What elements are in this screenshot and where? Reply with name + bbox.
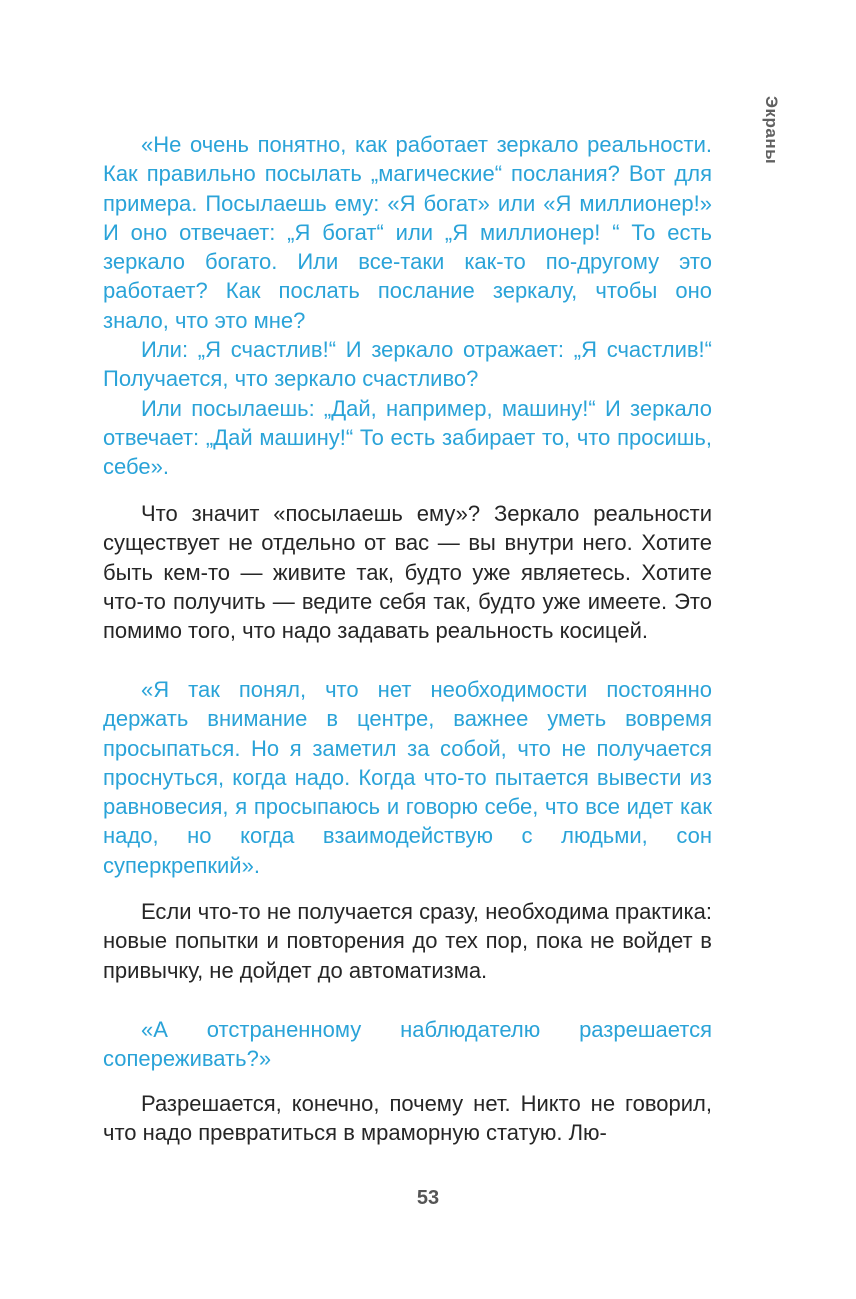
answer-block-2 — [103, 897, 712, 985]
question-paragraph: «А отстраненному наблюдателю разрешается сопереживать?» — [103, 1017, 712, 1072]
answer-paragraph: Если что-то не получается сразу, необходима практика: новые попытки и повторения до тех пор, пока не войдет в привычку, не дойдет до автоматизма. — [103, 899, 712, 983]
section-title: Экраны — [762, 95, 782, 165]
page-number: 53 — [416, 1187, 440, 1209]
question-paragraph: Или посылаешь: „Дай, например, машину!“ И зеркало отвечает: „Дай машину!“ То есть забирает то, что просишь, себе». — [103, 395, 712, 480]
question-block-1 — [103, 130, 712, 482]
answer-block-1 — [103, 499, 712, 645]
running-header — [756, 95, 786, 165]
question-paragraph: «Я так понял, что нет необходимости постоянно держать внимание в центре, важнее уметь вовремя просыпаться. Но я заметил за собой, что не получается проснуться, когда надо. Когда что-то пытается вывести из равновесия, я просыпаюсь и говорю себе, что все идет как надо, но когда взаимодействую с людьми, сон суперкрепкий». — [103, 677, 712, 878]
question-paragraph: Или: „Я счастлив!“ И зеркало отражает: „Я счастлив!“ Получается, что зеркало счастливо? — [103, 337, 712, 392]
question-block-3 — [103, 1015, 712, 1074]
answer-block-3 — [103, 1089, 712, 1148]
answer-paragraph: Разрешается, конечно, почему нет. Никто не говорил, что надо превратиться в мраморную статую. Лю- — [103, 1091, 712, 1146]
answer-paragraph: Что значит «посылаешь ему»? Зеркало реальности существует не отдельно от вас — вы внутри него. Хотите быть кем-то — живите так, будто уже являетесь. Хотите что-то получить — ведите себя так, будто уже имеете. Это помимо того, что надо задавать реальность косицей. — [103, 501, 712, 644]
question-paragraph: «Не очень понятно, как работает зеркало реальности. Как правильно посылать „магические“ послания? Вот для примера. Посылаешь ему: «Я богат» или «Я миллионер!» И оно отвечает: „Я богат“ или „Я миллионер! “ То есть зеркало богато. Или все-таки как-то по-другому это работает? Как послать послание зеркалу, чтобы оно знало, что это мне? — [103, 132, 712, 333]
question-block-2 — [103, 675, 712, 880]
